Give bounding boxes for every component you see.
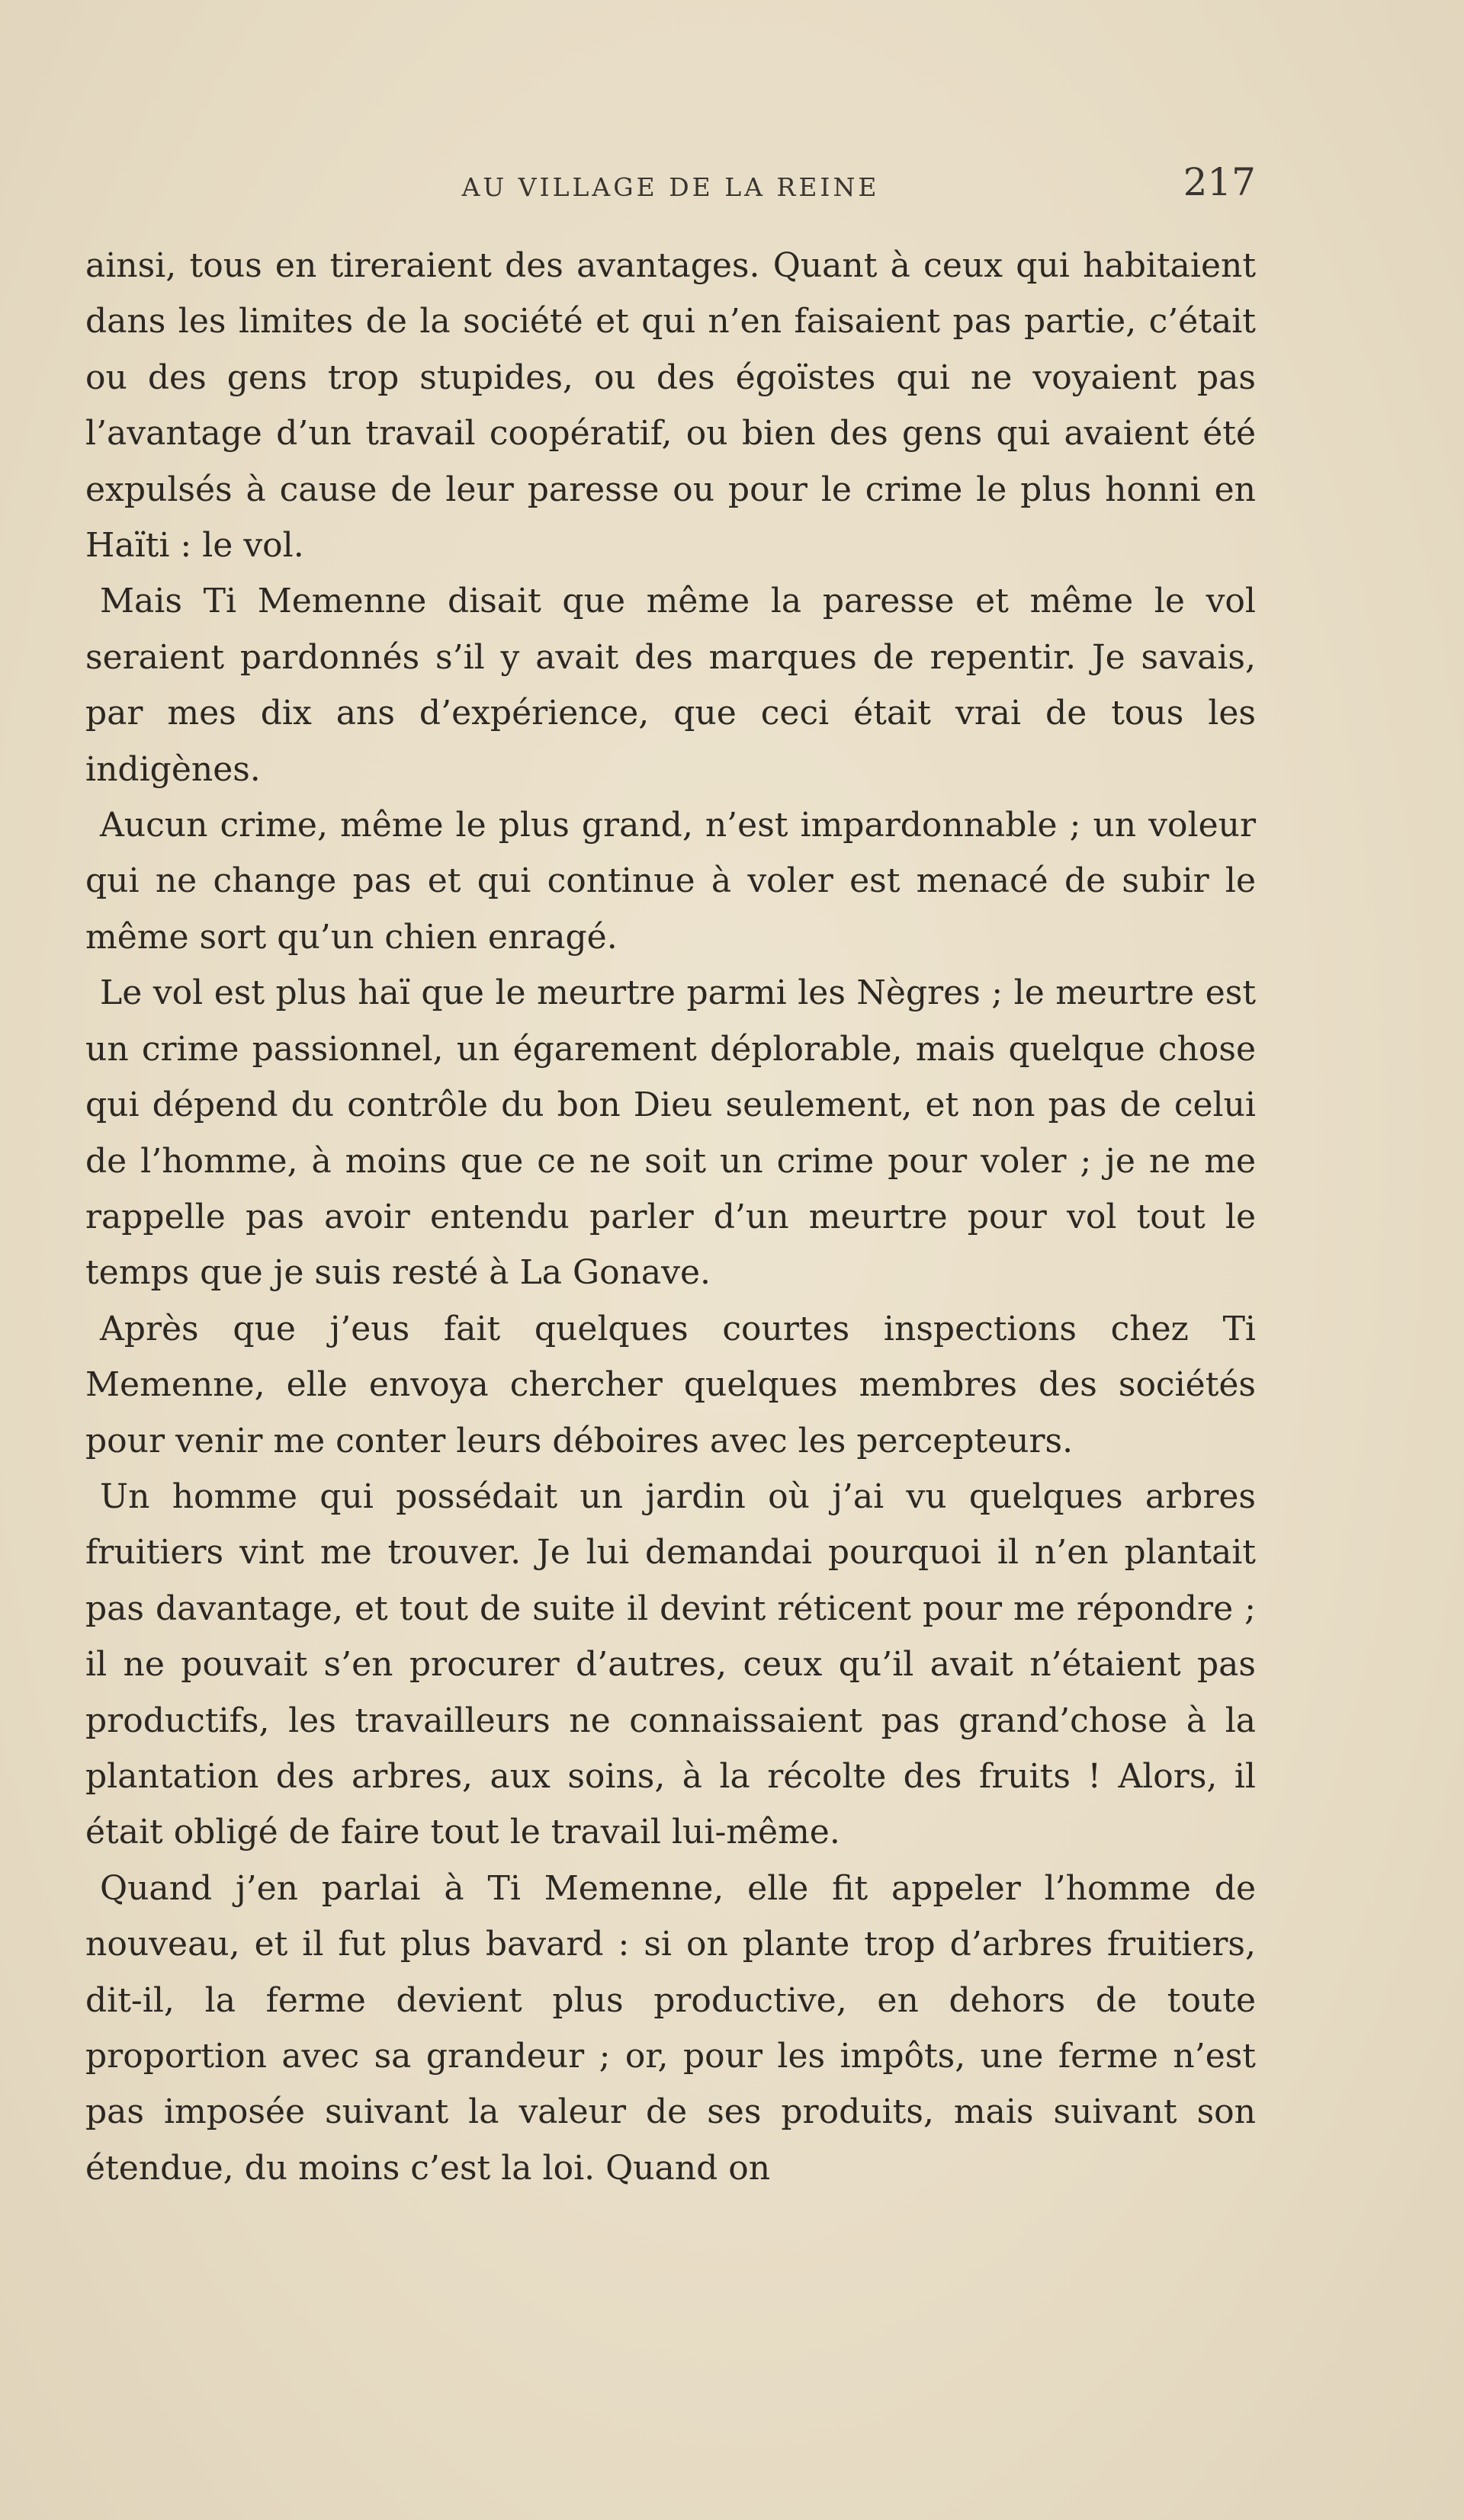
paragraph: Un homme qui possédait un jardin où j’ai vu quelques arbres fruitiers vint me trouver. Je lui demandai pourquoi il n’en plantait pas davantage, et tout de suite il devint réticent pour me répondre ; il ne pouvait s’en procurer d’autres, ceux qu’il avait n’étaient pas productifs, les travailleurs ne connaissaient pas grand’chose à la plantation des arbres, aux soins, à la récolte des fruits ! Alors, il était obligé de faire tout le travail lui-même. <box>85 1476 1256 1852</box>
page-number: 217 <box>1183 160 1256 204</box>
paragraph: ainsi, tous en tireraient des avantages. Quant à ceux qui habitaient dans les limites de la société et qui n’en faisaient pas partie, c’était ou des gens trop stupides, ou des égoïstes qui ne voyaient pas l’avantage d’un travail coopératif, ou bien des gens qui avaient été expulsés à cause de leur paresse ou pour le crime le plus honni en Haïti : le vol. <box>85 246 1256 566</box>
paragraph: Le vol est plus haï que le meurtre parmi les Nègres ; le meurtre est un crime passionnel, un égarement déplorable, mais quelque chose qui dépend du contrôle du bon Dieu seulement, et non pas de celui de l’homme, à moins que ce ne soit un crime pour voler ; je ne me rappelle pas avoir entendu parler d’un meurtre pour vol tout le temps que je suis resté à La Gonave. <box>85 973 1256 1293</box>
paragraph: Aucun crime, même le plus grand, n’est impardonnable ; un voleur qui ne change pas et qui continue à voler est menacé de subir le même sort qu’un chien enragé. <box>85 806 1256 957</box>
paragraph: Après que j’eus fait quelques courtes inspections chez Ti Memenne, elle envoya chercher quelques membres des sociétés pour venir me conter leurs déboires avec les percepteurs. <box>85 1309 1256 1460</box>
running-title: AU VILLAGE DE LA REINE <box>461 172 880 202</box>
text-body <box>85 238 1256 2196</box>
page-header <box>85 160 1256 213</box>
paragraph: Quand j’en parlai à Ti Memenne, elle fit appeler l’homme de nouveau, et il fut plus bavard : si on plante trop d’arbres fruitiers, dit-il, la ferme devient plus productive, en dehors de toute proportion avec sa grandeur ; or, pour les impôts, une ferme n’est pas imposée suivant la valeur de ses produits, mais suivant son étendue, du moins c’est la loi. Quand on <box>85 1868 1256 2188</box>
paragraph: Mais Ti Memenne disait que même la paresse et même le vol seraient pardonnés s’il y avait des marques de repentir. Je savais, par mes dix ans d’expérience, que ceci était vrai de tous les indigènes. <box>85 582 1256 789</box>
